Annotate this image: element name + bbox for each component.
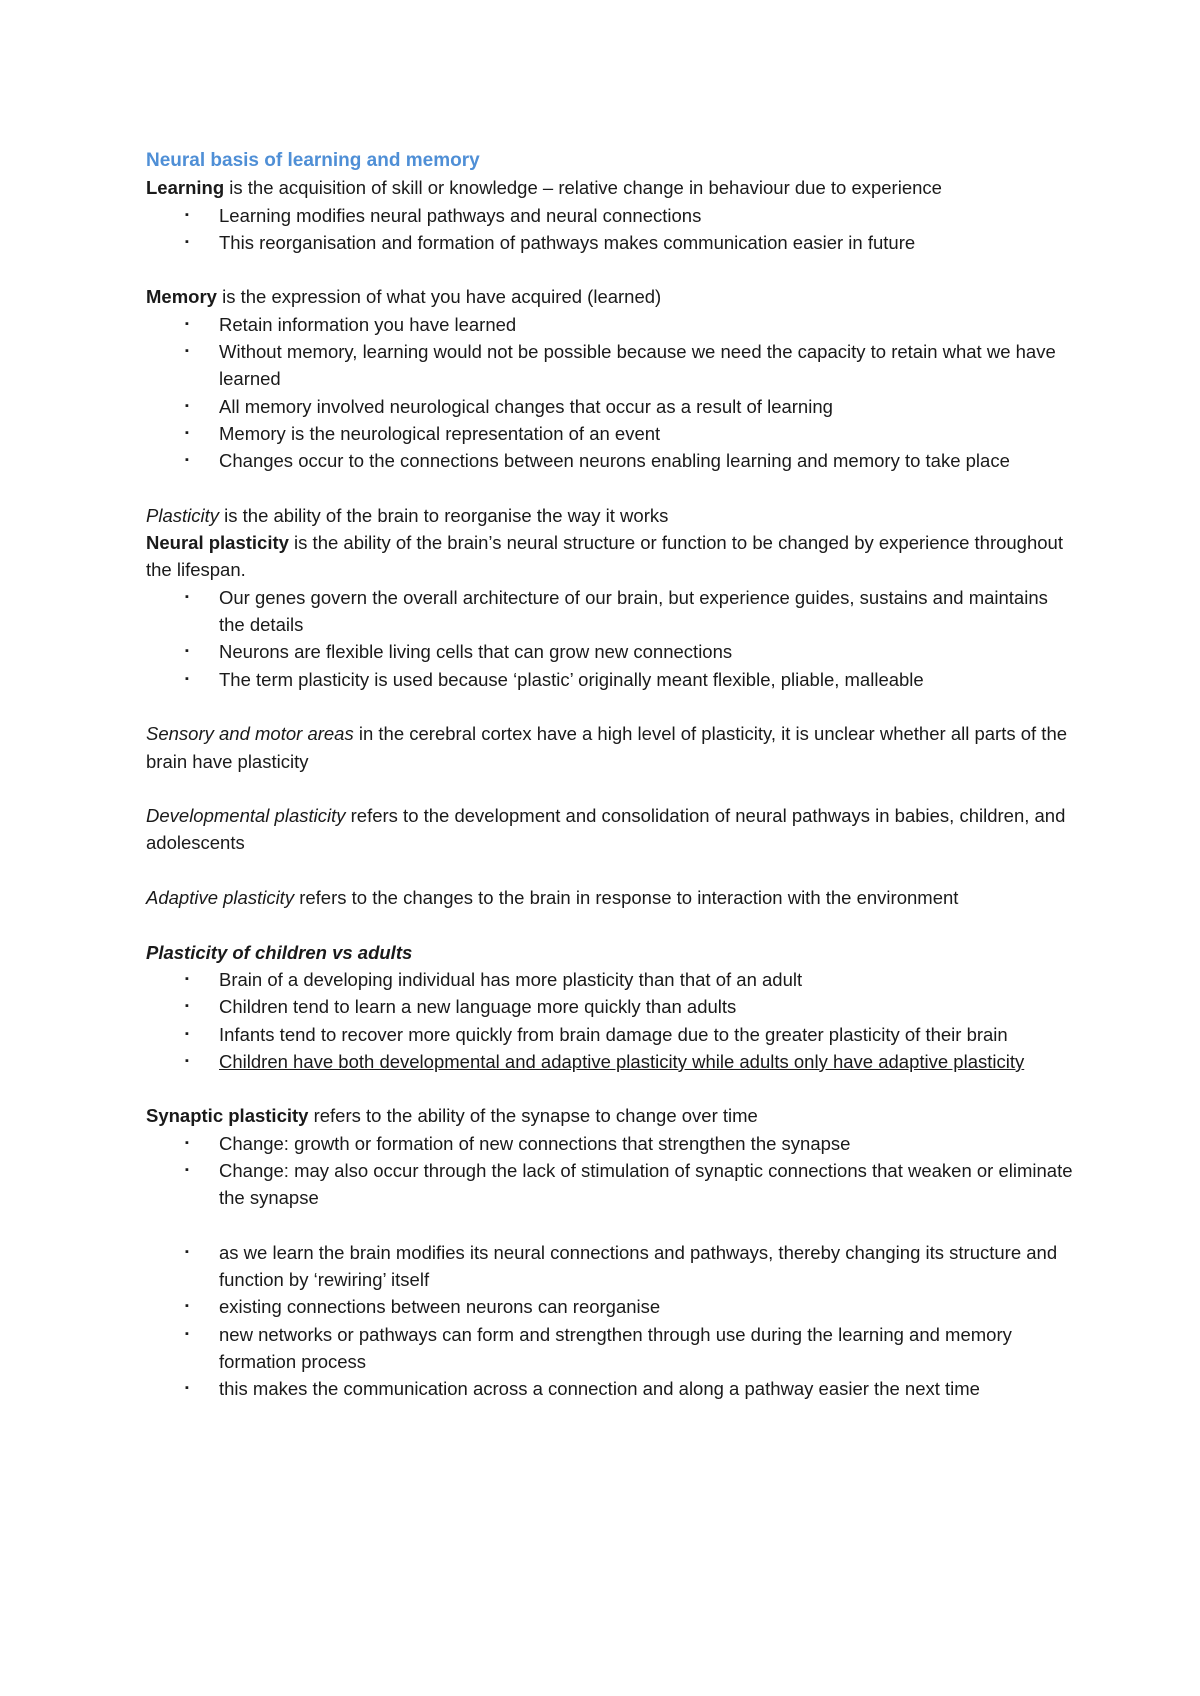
- memory-bullets: [146, 311, 1076, 475]
- bullet-icon: ▪: [185, 208, 189, 221]
- list-item: ▪ this makes the communication across a connection and along a pathway easier the next time: [146, 1375, 1076, 1402]
- section-heading-children-vs-adults: Plasticity of children vs adults: [146, 941, 413, 963]
- list-item: ▪ new networks or pathways can form and strengthen through use during the learning and memory formation process: [146, 1321, 1076, 1376]
- term-adaptive-plasticity: Adaptive plasticity: [146, 887, 295, 909]
- bullet-icon: ▪: [185, 399, 189, 412]
- bullet-icon: ▪: [185, 454, 189, 467]
- list-item: ▪ Memory is the neurological representation of an event: [146, 420, 1076, 447]
- term-plasticity: Plasticity: [146, 504, 219, 526]
- learning-bullets: [146, 202, 1076, 257]
- bullet-icon: ▪: [185, 590, 189, 603]
- term-learning: Learning: [146, 177, 225, 199]
- neural-plasticity-bullets: [146, 584, 1076, 693]
- bullet-icon: ▪: [185, 1000, 189, 1013]
- list-item: ▪ Change: growth or formation of new connections that strengthen the synapse: [146, 1130, 1076, 1157]
- bullet-icon: ▪: [185, 672, 189, 685]
- bullet-icon: ▪: [185, 1300, 189, 1313]
- bullet-icon: ▪: [185, 426, 189, 439]
- bullet-icon: ▪: [185, 1327, 189, 1340]
- synaptic-bullets-continued: [146, 1239, 1076, 1403]
- term-synaptic-plasticity: Synaptic plasticity: [146, 1105, 309, 1127]
- list-item: ▪ Retain information you have learned: [146, 311, 1076, 338]
- list-item: ▪ existing connections between neurons can reorganise: [146, 1293, 1076, 1320]
- bullet-icon: ▪: [185, 317, 189, 330]
- list-item: ▪ Change: may also occur through the lack of stimulation of synaptic connections that weaken or eliminate the synapse: [146, 1157, 1076, 1212]
- term-memory: Memory: [146, 286, 217, 308]
- list-item: ▪ Changes occur to the connections between neurons enabling learning and memory to take place: [146, 447, 1076, 474]
- underlined-text: Children have both developmental and adaptive plasticity while adults only have adaptive plasticity: [219, 1050, 1025, 1072]
- bullet-icon: ▪: [185, 972, 189, 985]
- memory-definition: Memory is the expression of what you have acquired (learned): [146, 286, 662, 308]
- plasticity-definition: Plasticity is the ability of the brain to reorganise the way it works: [146, 504, 669, 526]
- learning-definition: Learning is the acquisition of skill or knowledge – relative change in behaviour due to experience: [146, 177, 942, 199]
- children-vs-adults-bullets: [146, 966, 1076, 1075]
- list-item: ▪ as we learn the brain modifies its neural connections and pathways, thereby changing its structure and function by ‘rewiring’ itself: [146, 1239, 1076, 1294]
- list-item: ▪ Infants tend to recover more quickly from brain damage due to the greater plasticity of their brain: [146, 1021, 1076, 1048]
- list-item: ▪ Neurons are flexible living cells that can grow new connections: [146, 638, 1076, 665]
- list-item: ▪ Learning modifies neural pathways and neural connections: [146, 202, 1076, 229]
- bullet-icon: ▪: [185, 1054, 189, 1067]
- list-item: ▪ The term plasticity is used because ‘plastic’ originally meant flexible, pliable, malleable: [146, 666, 1076, 693]
- list-item: ▪ All memory involved neurological changes that occur as a result of learning: [146, 393, 1076, 420]
- sensory-motor-paragraph: Sensory and motor areas in the cerebral cortex have a high level of plasticity, it is unclear whether all parts of the brain have plasticity: [146, 723, 1068, 772]
- term-developmental-plasticity: Developmental plasticity: [146, 805, 346, 827]
- term-sensory-motor: Sensory and motor areas: [146, 723, 354, 745]
- list-item: ▪ Brain of a developing individual has more plasticity than that of an adult: [146, 966, 1076, 993]
- list-item: [146, 1048, 1076, 1075]
- adaptive-plasticity-paragraph: Adaptive plasticity refers to the changes to the brain in response to interaction with the environment: [146, 887, 959, 909]
- bullet-icon: ▪: [185, 345, 189, 358]
- developmental-plasticity-paragraph: Developmental plasticity refers to the development and consolidation of neural pathways in babies, children, and adolescents: [146, 805, 1066, 854]
- document-body: [146, 147, 1076, 1403]
- bullet-icon: ▪: [185, 1163, 189, 1176]
- synaptic-plasticity-definition: Synaptic plasticity refers to the ability of the synapse to change over time: [146, 1105, 758, 1127]
- bullet-icon: ▪: [185, 235, 189, 248]
- bullet-icon: ▪: [185, 1136, 189, 1149]
- bullet-icon: ▪: [185, 645, 189, 658]
- page-title: Neural basis of learning and memory: [146, 150, 480, 171]
- list-item: ▪ Our genes govern the overall architecture of our brain, but experience guides, sustains and maintains the details: [146, 584, 1076, 639]
- synaptic-bullets: [146, 1130, 1076, 1212]
- bullet-icon: ▪: [185, 1245, 189, 1258]
- term-neural-plasticity: Neural plasticity: [146, 532, 289, 554]
- bullet-icon: ▪: [185, 1027, 189, 1040]
- neural-plasticity-definition: Neural plasticity is the ability of the brain’s neural structure or function to be changed by experience throughout the lifespan.: [146, 532, 1063, 581]
- list-item: ▪ Children tend to learn a new language more quickly than adults: [146, 993, 1076, 1020]
- bullet-icon: ▪: [185, 1382, 189, 1395]
- list-item: ▪ Without memory, learning would not be possible because we need the capacity to retain what we have learned: [146, 338, 1076, 393]
- list-item: ▪ This reorganisation and formation of pathways makes communication easier in future: [146, 229, 1076, 256]
